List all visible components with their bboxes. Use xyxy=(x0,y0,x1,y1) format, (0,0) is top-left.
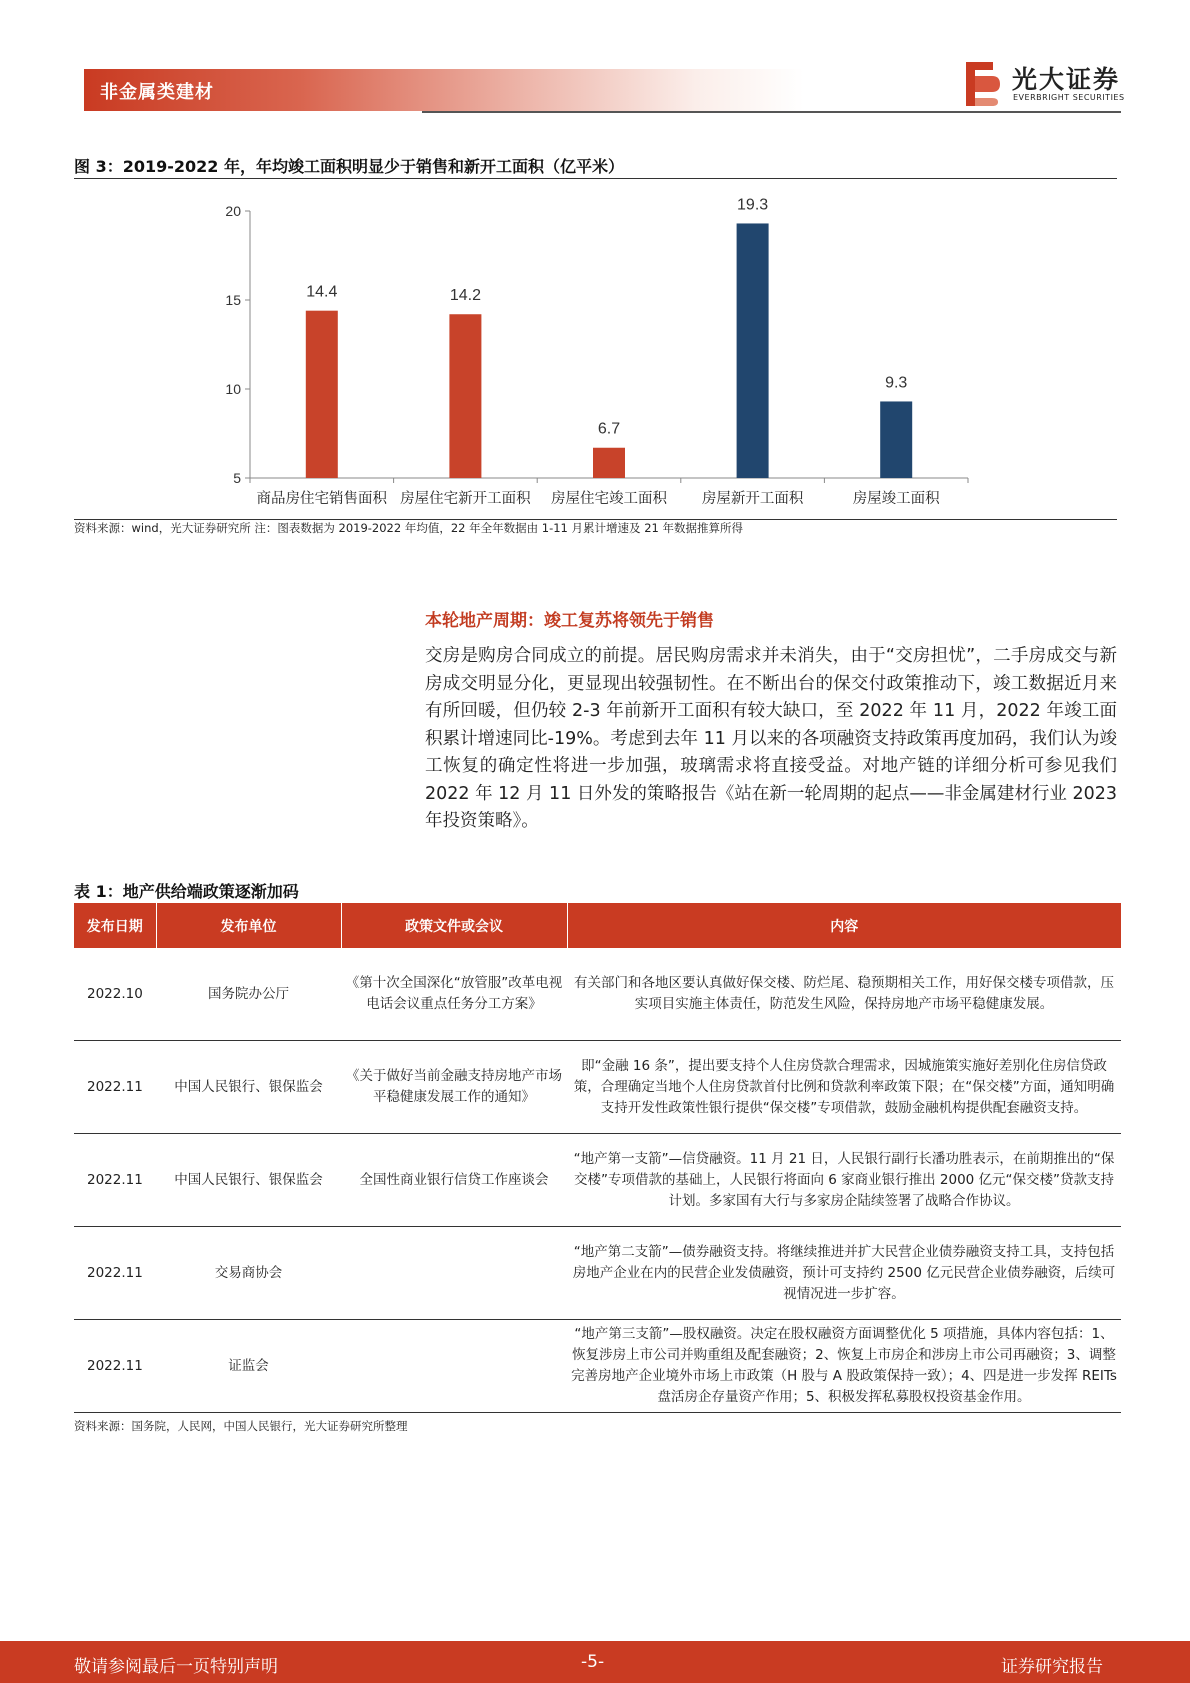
x-tick-label: 房屋竣工面积 xyxy=(852,491,940,507)
everbright-logo-icon xyxy=(966,62,1000,106)
bar xyxy=(880,401,912,478)
cell-content: 有关部门和各地区要认真做好保交楼、防烂尾、稳预期相关工作，用好保交楼专项借款，压实项目实施主体责任，防范发生风险，保持房地产市场平稳健康发展。 xyxy=(567,948,1121,1041)
cell-org: 证监会 xyxy=(156,1320,341,1413)
logo-text-cn: 光大证券 xyxy=(1012,65,1121,94)
cell-date: 2022.11 xyxy=(74,1041,156,1134)
footer-report-type: 证券研究报告 xyxy=(1001,1657,1103,1677)
table-row xyxy=(74,1041,1121,1134)
data-label: 6.7 xyxy=(597,420,621,438)
cell-content: “地产第一支箭”—信贷融资。11 月 21 日，人民银行副行长潘功胜表示，在前期推出的“保交楼”专项借款的基础上，人民银行将面向 6 家商业银行推出 2000 亿元“保交楼”贷款支持计划。多家国有大行与多家房企陆续签署了战略合作协议。 xyxy=(567,1134,1121,1227)
x-tick-label: 房屋新开工面积 xyxy=(701,491,804,507)
cell-doc: 《第十次全国深化“放管服”改革电视电话会议重点任务分工方案》 xyxy=(341,948,567,1041)
cell-org: 中国人民银行、银保监会 xyxy=(156,1041,341,1134)
table-row xyxy=(74,1320,1121,1413)
x-tick-label: 商品房住宅销售面积 xyxy=(256,491,388,507)
footer-disclaimer: 敬请参阅最后一页特别声明 xyxy=(74,1657,278,1677)
data-label: 19.3 xyxy=(737,196,769,214)
table-header-row xyxy=(74,903,1121,948)
table-row xyxy=(74,1134,1121,1227)
col-header-content: 内容 xyxy=(567,903,1121,948)
cell-doc: 全国性商业银行信贷工作座谈会 xyxy=(341,1134,567,1227)
cell-date: 2022.10 xyxy=(74,948,156,1041)
y-tick-label: 15 xyxy=(225,292,241,308)
y-tick-label: 5 xyxy=(233,470,241,486)
cell-content: “地产第三支箭”—股权融资。决定在股权融资方面调整优化 5 项措施，具体内容包括：1、恢复涉房上市公司并购重组及配套融资；2、恢复上市房企和涉房上市公司再融资；3、调整完善房地产企业境外市场上市政策（H 股与 A 股政策保持一致）；4、四是进一步发挥 REITs 盘活房企存量资产作用；5、积极发挥私募股权投资基金作用。 xyxy=(567,1320,1121,1413)
y-tick-label: 20 xyxy=(225,203,241,219)
col-header-doc: 政策文件或会议 xyxy=(341,903,567,948)
bar xyxy=(306,311,338,478)
section-label: 非金属类建材 xyxy=(100,82,214,103)
figure-top-rule xyxy=(74,178,1117,179)
section-paragraph: 交房是购房合同成立的前提。居民购房需求并未消失，由于“交房担忧”，二手房成交与新房成交明显分化，更显现出较强韧性。在不断出台的保交付政策推动下，竣工数据近月来有所回暖，但仍较 2-3 年前新开工面积有较大缺口，至 2022 年 11 月，2022 年竣工面积累计增速同比-19%。考虑到去年 11 月以来的各项融资支持政策再度加码，我们认为竣工恢复的确定性将进一步加强，玻璃需求将直接受益。对地产链的详细分析可参见我们 2022 年 12 月 11 日外发的策略报告《站在新一轮周期的起点——非金属建材行业 2023 年投资策略》。 xyxy=(425,646,1117,831)
bar-chart xyxy=(200,190,980,512)
cell-content: “地产第二支箭”—债券融资支持。将继续推进并扩大民营企业债券融资支持工具，支持包括房地产企业在内的民营企业发债融资，预计可支持约 2500 亿元民营企业债券融资，后续可视情况进一步扩容。 xyxy=(567,1227,1121,1320)
table-row xyxy=(74,1227,1121,1320)
col-header-org: 发布单位 xyxy=(156,903,341,948)
brand-logo xyxy=(966,60,1126,108)
figure-source: 资料来源：wind，光大证券研究所 注：图表数据为 2019-2022 年均值，22 年全年数据由 1-11 月累计增速及 21 年数据推算所得 xyxy=(74,521,743,535)
cell-org: 中国人民银行、银保监会 xyxy=(156,1134,341,1227)
header-rule xyxy=(422,111,1121,113)
table-title: 表 1：地产供给端政策逐渐加码 xyxy=(74,882,299,901)
y-tick-label: 10 xyxy=(225,381,241,397)
cell-date: 2022.11 xyxy=(74,1320,156,1413)
cell-content: 即“金融 16 条”，提出要支持个人住房贷款合理需求，因城施策实施好差别化住房信贷政策，合理确定当地个人住房贷款首付比例和贷款利率政策下限；在“保交楼”方面，通知明确支持开发性政策性银行提供“保交楼”专项借款，鼓励金融机构提供配套融资支持。 xyxy=(567,1041,1121,1134)
cell-date: 2022.11 xyxy=(74,1227,156,1320)
figure-title: 图 3：2019-2022 年，年均竣工面积明显少于销售和新开工面积（亿平米） xyxy=(74,157,624,176)
col-header-date: 发布日期 xyxy=(74,903,156,948)
cell-date: 2022.11 xyxy=(74,1134,156,1227)
data-label: 14.4 xyxy=(306,283,338,301)
logo-text-en: EVERBRIGHT SECURITIES xyxy=(1013,93,1125,102)
section-heading: 本轮地产周期：竣工复苏将领先于销售 xyxy=(425,611,714,631)
cell-doc: 《关于做好当前金融支持房地产市场平稳健康发展工作的通知》 xyxy=(341,1041,567,1134)
table-row xyxy=(74,948,1121,1041)
policy-table xyxy=(74,903,1121,1413)
bar xyxy=(737,223,769,478)
cell-org: 国务院办公厅 xyxy=(156,948,341,1041)
data-label: 9.3 xyxy=(885,374,908,392)
data-label: 14.2 xyxy=(449,287,481,305)
table-source: 资料来源：国务院，人民网，中国人民银行，光大证券研究所整理 xyxy=(74,1419,408,1433)
cell-doc xyxy=(341,1320,567,1413)
page-number: -5- xyxy=(581,1652,605,1672)
x-tick-label: 房屋住宅竣工面积 xyxy=(551,491,667,507)
bar xyxy=(449,314,481,478)
cell-org: 交易商协会 xyxy=(156,1227,341,1320)
x-tick-label: 房屋住宅新开工面积 xyxy=(400,491,531,507)
cell-doc xyxy=(341,1227,567,1320)
bar xyxy=(593,448,625,478)
